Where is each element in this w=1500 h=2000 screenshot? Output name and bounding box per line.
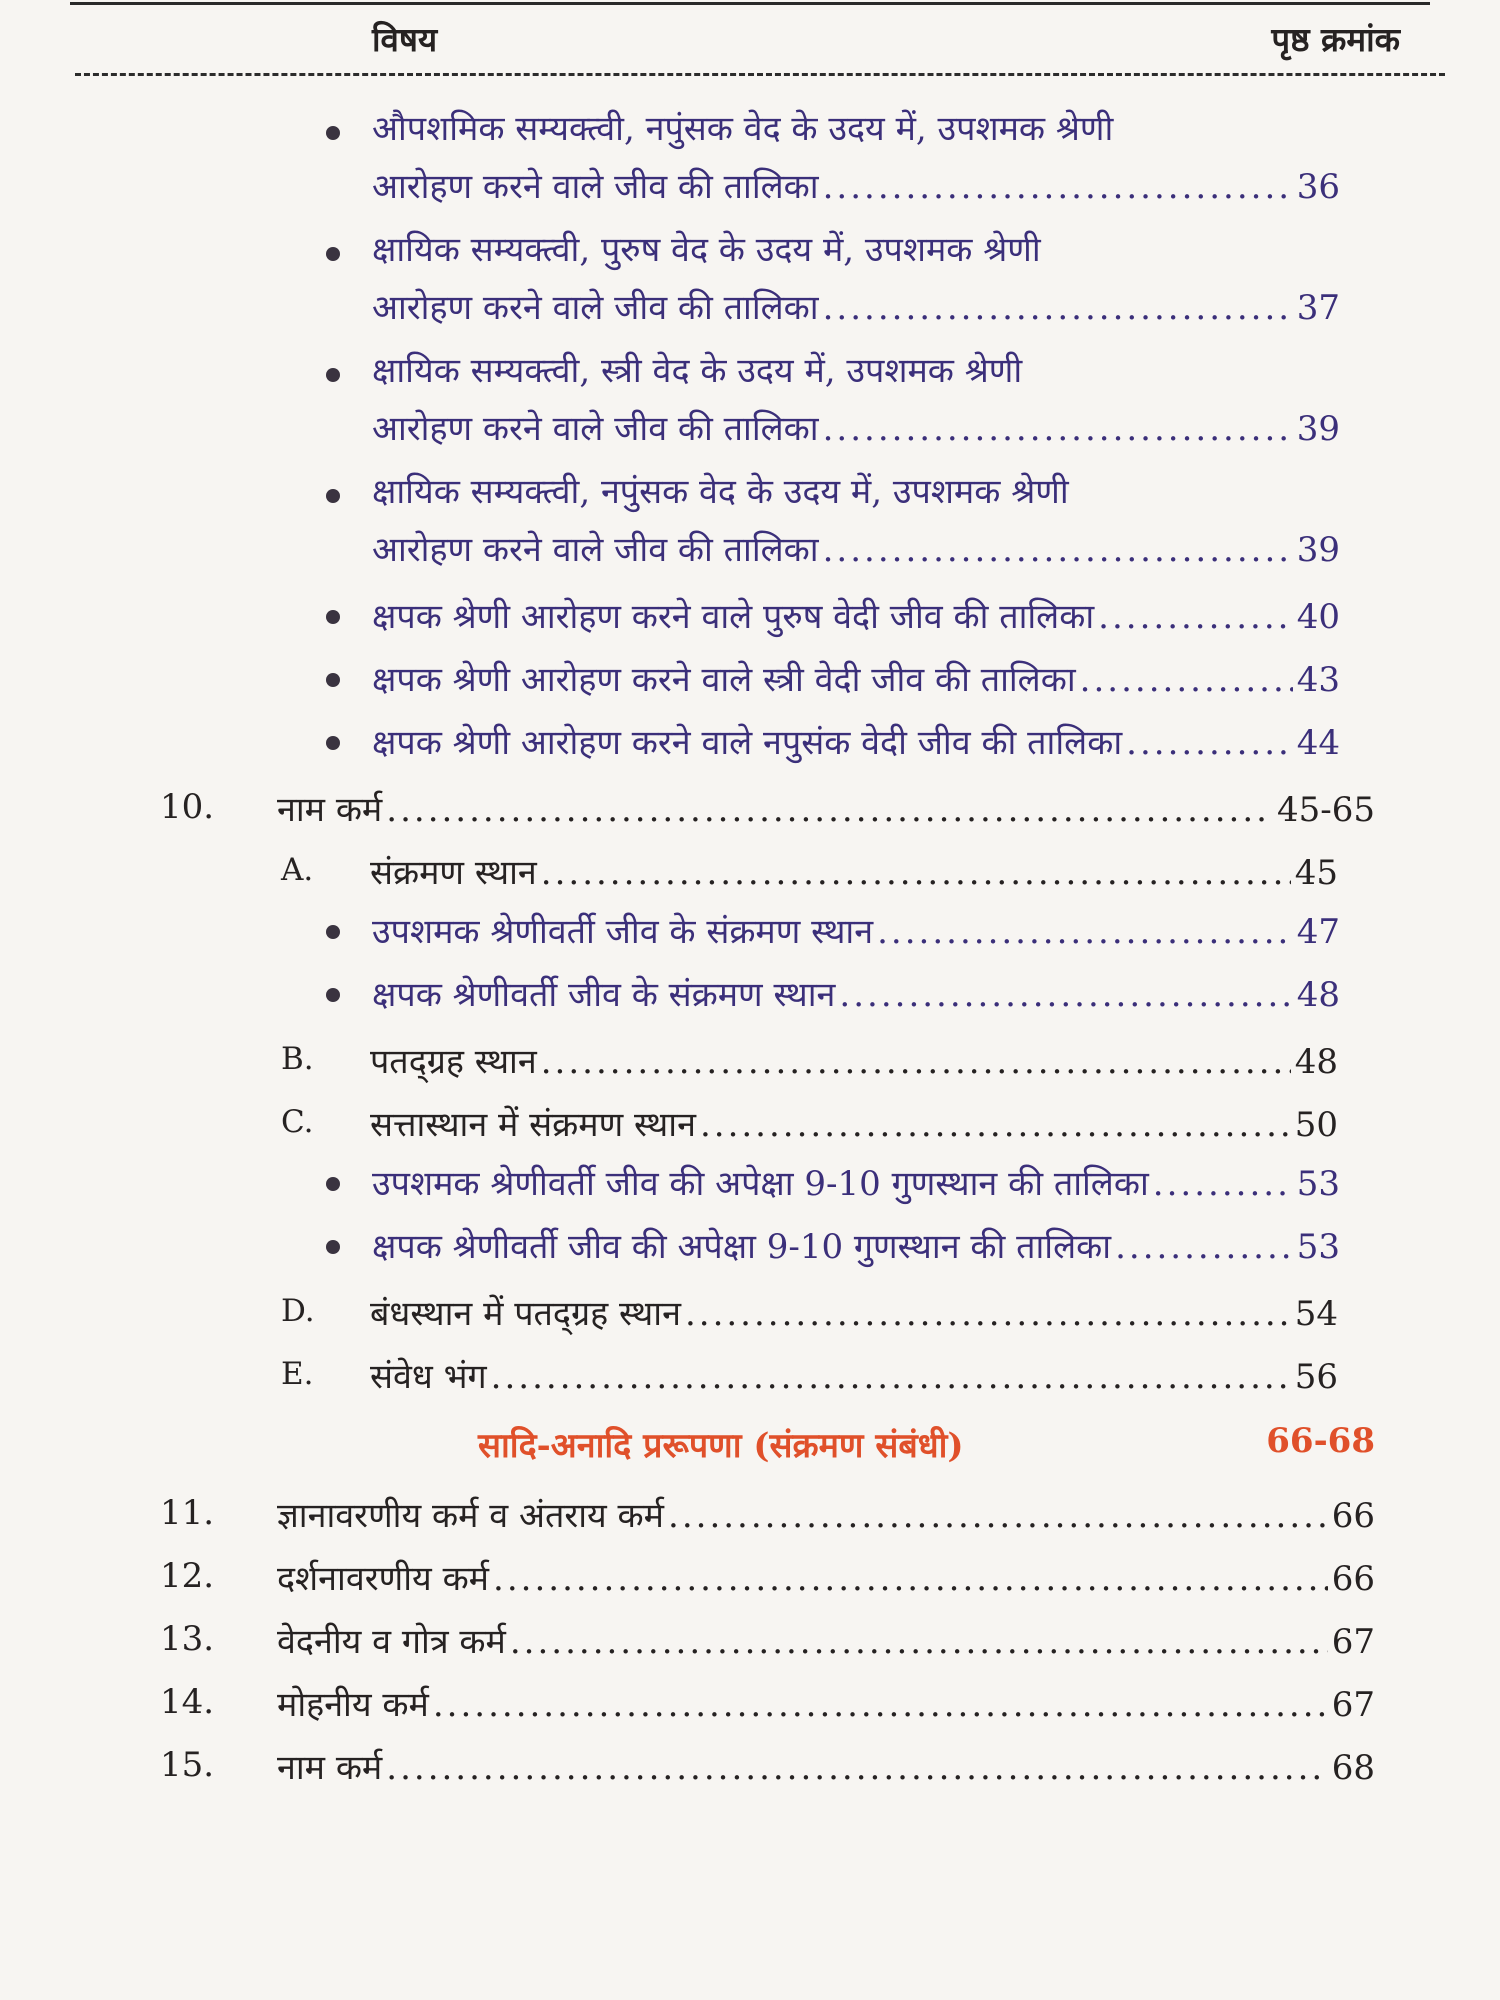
page-number: 53 — [1296, 1164, 1340, 1204]
entry-title: मोहनीय कर्म — [277, 1685, 429, 1725]
chapter-number: 15. — [160, 1745, 215, 1785]
section-title: सादि-अनादि प्ररूपणा (संक्रमण संबंधी) — [478, 1426, 964, 1466]
page-number: 67 — [1331, 1622, 1375, 1662]
page-number: 45 — [1294, 853, 1338, 893]
entry-title: पतद्ग्रह स्थान — [370, 1042, 537, 1082]
dot-leader — [1115, 1227, 1293, 1267]
dot-leader — [668, 1496, 1328, 1536]
entry-title: क्षपक श्रेणी आरोहण करने वाले नपुसंक वेदी जीव की तालिका — [372, 723, 1123, 763]
chapter-number: 10. — [160, 787, 215, 827]
toc-entry — [0, 100, 1500, 221]
toc-header — [0, 10, 1500, 70]
entry-title: संक्रमण स्थान — [370, 853, 537, 893]
header-page-number: पृष्ठ क्रमांक — [1271, 20, 1400, 59]
page-number: 39 — [1296, 530, 1340, 570]
subsection-letter: B. — [281, 1041, 314, 1077]
toc-line — [277, 1743, 1375, 1789]
toc-entry — [0, 710, 1500, 773]
dot-leader — [1098, 597, 1293, 637]
page-number: 66 — [1331, 1559, 1375, 1599]
toc-subsection — [0, 1277, 1500, 1340]
toc-line — [372, 283, 1340, 329]
entry-title: आरोहण करने वाले जीव की तालिका — [372, 167, 819, 207]
toc-line — [277, 785, 1375, 831]
page-number: 47 — [1296, 912, 1340, 952]
entry-title: क्षपक श्रेणी आरोहण करने वाले पुरुष वेदी जीव की तालिका — [372, 597, 1095, 637]
dot-leader — [491, 1357, 1291, 1397]
toc-line — [372, 1159, 1340, 1205]
dot-leader — [386, 790, 1273, 830]
toc-line — [372, 404, 1340, 450]
toc-line — [372, 907, 1340, 953]
bullet-icon — [326, 988, 340, 1002]
subsection-letter: C. — [281, 1104, 314, 1140]
toc-entry — [0, 899, 1500, 962]
bullet-icon — [326, 736, 340, 750]
page-number: 36 — [1296, 167, 1340, 207]
toc-line — [372, 1222, 1340, 1268]
toc-subsection — [0, 836, 1500, 899]
entry-title: सत्तास्थान में संक्रमण स्थान — [370, 1105, 696, 1145]
dot-leader — [823, 409, 1293, 449]
page-number: 50 — [1294, 1105, 1338, 1145]
toc-line — [372, 592, 1340, 638]
page-number: 45-65 — [1276, 790, 1375, 830]
entry-title: संवेध भंग — [370, 1357, 487, 1397]
bullet-icon — [326, 489, 340, 503]
toc-line — [277, 1617, 1375, 1663]
toc-subsection — [0, 1340, 1500, 1403]
dot-leader — [1153, 1164, 1293, 1204]
toc-line — [370, 1289, 1338, 1335]
toc-line — [370, 1100, 1338, 1146]
toc-chapter — [0, 1605, 1500, 1668]
entry-title: नाम कर्म — [277, 790, 383, 830]
toc-entry — [0, 221, 1500, 342]
page-number: 56 — [1294, 1357, 1338, 1397]
page-number: 68 — [1331, 1748, 1375, 1788]
toc-entry — [0, 1214, 1500, 1277]
dot-leader — [386, 1748, 1327, 1788]
section-page-range: 66-68 — [1266, 1421, 1375, 1461]
toc-subsection — [0, 1088, 1500, 1151]
toc-chapter — [0, 1731, 1500, 1794]
bullet-icon — [326, 126, 340, 140]
bullet-icon — [326, 925, 340, 939]
bullet-icon — [326, 673, 340, 687]
dot-leader — [877, 912, 1293, 952]
toc-entry — [0, 584, 1500, 647]
page-number: 39 — [1296, 409, 1340, 449]
bullet-icon — [326, 368, 340, 382]
toc-chapter — [0, 1479, 1500, 1542]
dot-leader — [823, 288, 1293, 328]
dot-leader — [433, 1685, 1328, 1725]
toc-chapter — [0, 1542, 1500, 1605]
page-number: 40 — [1296, 597, 1340, 637]
entry-title-line1: क्षायिक सम्यक्त्वी, पुरुष वेद के उदय में, उपशमक श्रेणी — [372, 230, 1041, 270]
entry-title: आरोहण करने वाले जीव की तालिका — [372, 288, 819, 328]
entry-title: नाम कर्म — [277, 1748, 383, 1788]
page-number: 44 — [1296, 723, 1340, 763]
subsection-letter: A. — [281, 852, 314, 888]
entry-title-line1: क्षायिक सम्यक्त्वी, स्त्री वेद के उदय में, उपशमक श्रेणी — [372, 351, 1023, 391]
toc-entry — [0, 1151, 1500, 1214]
toc-entry — [0, 342, 1500, 463]
chapter-number: 12. — [160, 1556, 215, 1596]
dot-leader — [493, 1559, 1328, 1599]
toc-chapter — [0, 773, 1500, 836]
page-number: 37 — [1296, 288, 1340, 328]
page-number: 67 — [1331, 1685, 1375, 1725]
dot-leader — [823, 530, 1293, 570]
bullet-icon — [326, 1240, 340, 1254]
toc-entry — [0, 463, 1500, 584]
toc-entry — [0, 647, 1500, 710]
toc-line — [372, 718, 1340, 764]
toc-line — [372, 162, 1340, 208]
bullet-icon — [326, 247, 340, 261]
page-number: 43 — [1296, 660, 1340, 700]
entry-title: उपशमक श्रेणीवर्ती जीव की अपेक्षा 9-10 गुणस्थान की तालिका — [372, 1164, 1149, 1204]
toc-line — [370, 848, 1338, 894]
toc-section-heading — [0, 1403, 1500, 1479]
toc-line — [370, 1352, 1338, 1398]
toc-line — [277, 1554, 1375, 1600]
entry-title: वेदनीय व गोत्र कर्म — [277, 1622, 506, 1662]
bullet-icon — [326, 610, 340, 624]
page-number: 48 — [1294, 1042, 1338, 1082]
top-rule — [70, 2, 1430, 5]
table-of-contents — [0, 100, 1500, 1794]
page-number: 48 — [1296, 975, 1340, 1015]
dot-leader — [1126, 723, 1293, 763]
chapter-number: 14. — [160, 1682, 215, 1722]
toc-line — [370, 1037, 1338, 1083]
page-number: 53 — [1296, 1227, 1340, 1267]
subsection-letter: E. — [281, 1356, 314, 1392]
entry-title: आरोहण करने वाले जीव की तालिका — [372, 409, 819, 449]
bullet-icon — [326, 1177, 340, 1191]
dot-leader — [1080, 660, 1293, 700]
entry-title: ज्ञानावरणीय कर्म व अंतराय कर्म — [277, 1496, 665, 1536]
header-subject: विषय — [372, 20, 438, 59]
subsection-letter: D. — [281, 1293, 315, 1329]
entry-title-line1: औपशमिक सम्यक्त्वी, नपुंसक वेद के उदय में, उपशमक श्रेणी — [372, 109, 1114, 149]
entry-title: उपशमक श्रेणीवर्ती जीव के संक्रमण स्थान — [372, 912, 874, 952]
dot-leader — [510, 1622, 1328, 1662]
toc-line — [277, 1680, 1375, 1726]
header-divider — [75, 73, 1445, 76]
toc-line — [277, 1491, 1375, 1537]
page-number: 66 — [1331, 1496, 1375, 1536]
toc-entry — [0, 962, 1500, 1025]
toc-line — [372, 970, 1340, 1016]
entry-title: दर्शनावरणीय कर्म — [277, 1559, 490, 1599]
entry-title-line1: क्षायिक सम्यक्त्वी, नपुंसक वेद के उदय में, उपशमक श्रेणी — [372, 472, 1069, 512]
dot-leader — [685, 1294, 1291, 1334]
chapter-number: 13. — [160, 1619, 215, 1659]
entry-title: क्षपक श्रेणीवर्ती जीव की अपेक्षा 9-10 गुणस्थान की तालिका — [372, 1227, 1112, 1267]
chapter-number: 11. — [160, 1493, 215, 1533]
toc-line — [372, 655, 1340, 701]
dot-leader — [541, 853, 1291, 893]
entry-title: आरोहण करने वाले जीव की तालिका — [372, 530, 819, 570]
toc-line — [372, 525, 1340, 571]
dot-leader — [700, 1105, 1291, 1145]
page-number: 54 — [1294, 1294, 1338, 1334]
entry-title: क्षपक श्रेणी आरोहण करने वाले स्त्री वेदी जीव की तालिका — [372, 660, 1076, 700]
dot-leader — [823, 167, 1293, 207]
dot-leader — [839, 975, 1292, 1015]
toc-subsection — [0, 1025, 1500, 1088]
toc-chapter — [0, 1668, 1500, 1731]
entry-title: बंधस्थान में पतद्ग्रह स्थान — [370, 1294, 681, 1334]
dot-leader — [541, 1042, 1291, 1082]
entry-title: क्षपक श्रेणीवर्ती जीव के संक्रमण स्थान — [372, 975, 836, 1015]
